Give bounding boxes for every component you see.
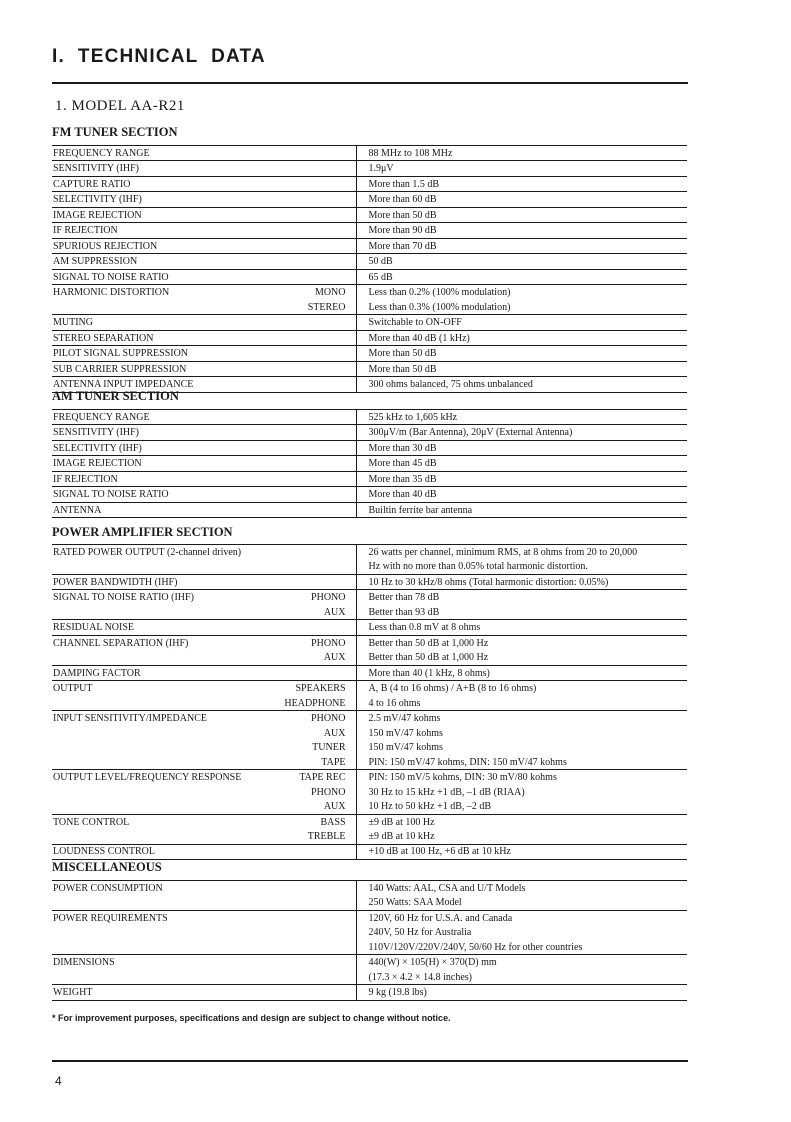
- spec-label: LOUDNESS CONTROL: [53, 846, 155, 858]
- spec-label: SELECTIVITY (IHF): [53, 442, 142, 454]
- spec-value: 10 Hz to 30 kHz/8 ohms (Total harmonic distortion: 0.05%): [356, 574, 687, 589]
- spec-label-cell: [52, 545, 356, 560]
- spec-label: AM SUPPRESSION: [53, 256, 138, 268]
- spec-label-cell: [52, 814, 356, 829]
- spec-row: [52, 590, 687, 605]
- spec-label-cell: [52, 590, 356, 605]
- spec-label: DAMPING FACTOR: [53, 667, 141, 679]
- spec-label-cell: [52, 223, 356, 238]
- spec-value: 88 MHz to 108 MHz: [356, 146, 687, 161]
- spec-label-cell: [52, 785, 356, 799]
- spec-row: [52, 471, 687, 486]
- spec-row: [52, 487, 687, 502]
- spec-value: (17.3 × 4.2 × 14.8 inches): [356, 970, 687, 985]
- spec-row: [52, 970, 687, 985]
- spec-value: 30 Hz to 15 kHz +1 dB, –1 dB (RIAA): [356, 785, 687, 799]
- spec-sublabel: AUX: [323, 606, 346, 618]
- spec-value: 2.5 mV/47 kohms: [356, 711, 687, 726]
- spec-value: More than 30 dB: [356, 440, 687, 455]
- spec-value: 50 dB: [356, 254, 687, 269]
- spec-row: [52, 161, 687, 176]
- spec-label-cell: [52, 502, 356, 517]
- spec-label-cell: [52, 471, 356, 486]
- spec-label-cell: [52, 146, 356, 161]
- spec-value: More than 60 dB: [356, 192, 687, 207]
- spec-sublabel: BASS: [320, 816, 346, 828]
- spec-label: SIGNAL TO NOISE RATIO (IHF): [53, 592, 194, 604]
- spec-value: 120V, 60 Hz for U.S.A. and Canada: [356, 910, 687, 925]
- spec-label-cell: [52, 681, 356, 696]
- spec-row: [52, 315, 687, 330]
- spec-label: SPURIOUS REJECTION: [53, 240, 158, 252]
- spec-label: WEIGHT: [53, 987, 93, 999]
- spec-row: [52, 425, 687, 440]
- spec-label-cell: [52, 711, 356, 726]
- spec-value: More than 50 dB: [356, 361, 687, 376]
- spec-row: [52, 574, 687, 589]
- spec-label-cell: [52, 269, 356, 284]
- spec-row: [52, 844, 687, 859]
- spec-label: TONE CONTROL: [53, 816, 130, 828]
- spec-sublabel: TUNER: [312, 742, 346, 754]
- spec-row: [52, 955, 687, 970]
- spec-label: SUB CARRIER SUPPRESSION: [53, 363, 187, 375]
- fm-section-title: FM TUNER SECTION: [52, 125, 178, 139]
- spec-label: IF REJECTION: [53, 225, 118, 237]
- spec-label: SELECTIVITY (IHF): [53, 194, 142, 206]
- spec-value: 10 Hz to 50 kHz +1 dB, –2 dB: [356, 799, 687, 814]
- spec-value: Less than 0.8 mV at 8 ohms: [356, 620, 687, 635]
- spec-row: [52, 726, 687, 740]
- spec-row: [52, 799, 687, 814]
- spec-label: SENSITIVITY (IHF): [53, 163, 140, 175]
- spec-label: POWER CONSUMPTION: [53, 882, 163, 894]
- power-section-title: POWER AMPLIFIER SECTION: [52, 525, 233, 539]
- spec-row: [52, 925, 687, 939]
- spec-label-cell: [52, 361, 356, 376]
- spec-value: More than 50 dB: [356, 346, 687, 361]
- misc-section-title: MISCELLANEOUS: [52, 860, 162, 874]
- spec-label-cell: [52, 410, 356, 425]
- spec-row: [52, 785, 687, 799]
- spec-label: IMAGE REJECTION: [53, 458, 142, 470]
- spec-label: RESIDUAL NOISE: [53, 622, 135, 634]
- spec-label: FREQUENCY RANGE: [53, 411, 150, 423]
- model-title: 1. MODEL AA-R21: [55, 98, 185, 114]
- spec-label-cell: [52, 940, 356, 955]
- spec-row: [52, 285, 687, 300]
- spec-value: 110V/120V/220V/240V, 50/60 Hz for other countries: [356, 940, 687, 955]
- spec-row: [52, 620, 687, 635]
- spec-label: PILOT SIGNAL SUPPRESSION: [53, 348, 189, 360]
- spec-value: Less than 0.2% (100% modulation): [356, 285, 687, 300]
- spec-row: [52, 502, 687, 517]
- spec-value: 9 kg (19.8 lbs): [356, 985, 687, 1000]
- spec-label-cell: [52, 665, 356, 680]
- spec-label-cell: [52, 620, 356, 635]
- spec-label-cell: [52, 985, 356, 1000]
- spec-label: HARMONIC DISTORTION: [53, 287, 170, 299]
- spec-sublabel: AUX: [323, 801, 346, 813]
- spec-row: [52, 605, 687, 620]
- spec-label-cell: [52, 315, 356, 330]
- spec-sublabel: PHONO: [311, 713, 346, 725]
- spec-label-cell: [52, 254, 356, 269]
- spec-row: [52, 665, 687, 680]
- spec-row: [52, 440, 687, 455]
- spec-label-cell: [52, 970, 356, 985]
- spec-row: [52, 740, 687, 754]
- spec-label-cell: [52, 829, 356, 844]
- spec-sublabel: HEADPHONE: [284, 697, 346, 709]
- spec-sublabel: STEREO: [307, 301, 346, 313]
- spec-label-cell: [52, 726, 356, 740]
- spec-value: 240V, 50 Hz for Australia: [356, 925, 687, 939]
- spec-label-cell: [52, 799, 356, 814]
- spec-value: More than 40 dB: [356, 487, 687, 502]
- spec-value: 4 to 16 ohms: [356, 696, 687, 711]
- spec-label-cell: [52, 910, 356, 925]
- spec-row: [52, 223, 687, 238]
- spec-label: OUTPUT LEVEL/FREQUENCY RESPONSE: [53, 772, 242, 784]
- footnote: * For improvement purposes, specifications and design are subject to change without notice.: [52, 1013, 451, 1023]
- spec-label: SIGNAL TO NOISE RATIO: [53, 489, 169, 501]
- spec-row: [52, 881, 687, 896]
- spec-label-cell: [52, 346, 356, 361]
- spec-sublabel: TAPE REC: [299, 772, 346, 784]
- spec-row: [52, 635, 687, 650]
- spec-label-cell: [52, 605, 356, 620]
- spec-label-cell: [52, 559, 356, 574]
- spec-label: ANTENNA: [53, 504, 102, 516]
- spec-value: PIN: 150 mV/5 kohms, DIN: 30 mV/80 kohms: [356, 770, 687, 785]
- spec-label-cell: [52, 207, 356, 222]
- spec-label-cell: [52, 425, 356, 440]
- spec-row: [52, 711, 687, 726]
- spec-sublabel: PHONO: [311, 592, 346, 604]
- spec-label-cell: [52, 330, 356, 345]
- spec-value: +10 dB at 100 Hz, +6 dB at 10 kHz: [356, 844, 687, 859]
- spec-row: [52, 300, 687, 315]
- spec-label-cell: [52, 740, 356, 754]
- spec-value: 150 mV/47 kohms: [356, 726, 687, 740]
- spec-sublabel: TAPE: [321, 756, 346, 768]
- spec-label-cell: [52, 238, 356, 253]
- spec-value: More than 40 dB (1 kHz): [356, 330, 687, 345]
- spec-label: MUTING: [53, 317, 93, 329]
- spec-sublabel: AUX: [323, 727, 346, 739]
- spec-label: INPUT SENSITIVITY/IMPEDANCE: [53, 713, 207, 725]
- spec-row: [52, 940, 687, 955]
- spec-sublabel: MONO: [314, 287, 346, 299]
- spec-label-cell: [52, 161, 356, 176]
- spec-label-cell: [52, 456, 356, 471]
- spec-value: Builtin ferrite bar antenna: [356, 502, 687, 517]
- spec-sublabel: SPEAKERS: [295, 683, 346, 695]
- spec-value: Better than 50 dB at 1,000 Hz: [356, 635, 687, 650]
- spec-row: [52, 559, 687, 574]
- spec-value: 250 Watts: SAA Model: [356, 895, 687, 910]
- spec-label-cell: [52, 635, 356, 650]
- spec-row: [52, 207, 687, 222]
- spec-sublabel: PHONO: [311, 637, 346, 649]
- spec-value: More than 40 (1 kHz, 8 ohms): [356, 665, 687, 680]
- bottom-rule: [52, 1060, 688, 1062]
- spec-label-cell: [52, 955, 356, 970]
- spec-value: Better than 78 dB: [356, 590, 687, 605]
- spec-row: [52, 238, 687, 253]
- spec-value: Better than 50 dB at 1,000 Hz: [356, 650, 687, 665]
- spec-row: [52, 755, 687, 770]
- spec-label-cell: [52, 487, 356, 502]
- spec-row: [52, 681, 687, 696]
- spec-row: [52, 650, 687, 665]
- spec-value: More than 1.5 dB: [356, 176, 687, 191]
- spec-label: SENSITIVITY (IHF): [53, 427, 140, 439]
- spec-label: STEREO SEPARATION: [53, 332, 154, 344]
- spec-value: 440(W) × 105(H) × 370(D) mm: [356, 955, 687, 970]
- spec-value: 300 ohms balanced, 75 ohms unbalanced: [356, 377, 687, 392]
- spec-value: A, B (4 to 16 ohms) / A+B (8 to 16 ohms): [356, 681, 687, 696]
- spec-label: RATED POWER OUTPUT (2-channel driven): [53, 546, 242, 558]
- spec-label-cell: [52, 300, 356, 315]
- spec-label-cell: [52, 285, 356, 300]
- spec-value: More than 45 dB: [356, 456, 687, 471]
- spec-label-cell: [52, 881, 356, 896]
- power-spec-table: [52, 544, 687, 860]
- spec-row: [52, 269, 687, 284]
- spec-label: CHANNEL SEPARATION (IHF): [53, 637, 189, 649]
- spec-row: [52, 361, 687, 376]
- spec-label: IMAGE REJECTION: [53, 209, 142, 221]
- spec-value: 150 mV/47 kohms: [356, 740, 687, 754]
- page-title: I. TECHNICAL DATA: [52, 46, 266, 67]
- spec-label-cell: [52, 440, 356, 455]
- spec-row: [52, 176, 687, 191]
- spec-value: More than 90 dB: [356, 223, 687, 238]
- spec-row: [52, 545, 687, 560]
- spec-label: DIMENSIONS: [53, 957, 115, 969]
- spec-label: OUTPUT: [53, 683, 93, 695]
- spec-row: [52, 192, 687, 207]
- top-rule: [52, 82, 688, 84]
- spec-label: POWER BANDWIDTH (IHF): [53, 576, 178, 588]
- spec-row: [52, 814, 687, 829]
- spec-label: IF REJECTION: [53, 473, 118, 485]
- spec-sublabel: AUX: [323, 652, 346, 664]
- spec-label-cell: [52, 650, 356, 665]
- spec-row: [52, 895, 687, 910]
- fm-spec-table: [52, 145, 687, 393]
- am-spec-table: [52, 409, 687, 518]
- spec-sublabel: TREBLE: [307, 831, 346, 842]
- spec-label: POWER REQUIREMENTS: [53, 912, 168, 924]
- spec-value: More than 50 dB: [356, 207, 687, 222]
- spec-value: Switchable to ON-OFF: [356, 315, 687, 330]
- spec-value: More than 70 dB: [356, 238, 687, 253]
- spec-row: [52, 254, 687, 269]
- spec-label-cell: [52, 770, 356, 785]
- spec-value: 525 kHz to 1,605 kHz: [356, 410, 687, 425]
- spec-label: ANTENNA INPUT IMPEDANCE: [53, 379, 194, 391]
- spec-row: [52, 985, 687, 1000]
- spec-value: 140 Watts: AAL, CSA and U/T Models: [356, 881, 687, 896]
- spec-row: [52, 330, 687, 345]
- spec-row: [52, 346, 687, 361]
- spec-value: Less than 0.3% (100% modulation): [356, 300, 687, 315]
- spec-row: [52, 910, 687, 925]
- spec-value: ±9 dB at 100 Hz: [356, 814, 687, 829]
- spec-label-cell: [52, 844, 356, 859]
- misc-spec-table: [52, 880, 687, 1001]
- page-number: 4: [55, 1074, 62, 1088]
- spec-row: [52, 829, 687, 844]
- spec-label-cell: [52, 755, 356, 770]
- spec-row: [52, 696, 687, 711]
- spec-row: [52, 456, 687, 471]
- spec-value: Hz with no more than 0.05% total harmonic distortion.: [356, 559, 687, 574]
- spec-label: CAPTURE RATIO: [53, 178, 131, 190]
- spec-value: More than 35 dB: [356, 471, 687, 486]
- spec-label-cell: [52, 696, 356, 711]
- spec-row: [52, 770, 687, 785]
- spec-value: Better than 93 dB: [356, 605, 687, 620]
- spec-label: FREQUENCY RANGE: [53, 147, 150, 159]
- spec-value: 1.9μV: [356, 161, 687, 176]
- spec-sublabel: PHONO: [311, 786, 346, 798]
- spec-row: [52, 410, 687, 425]
- spec-value: 65 dB: [356, 269, 687, 284]
- spec-label-cell: [52, 192, 356, 207]
- spec-value: 300μV/m (Bar Antenna), 20μV (External Antenna): [356, 425, 687, 440]
- spec-value: 26 watts per channel, minimum RMS, at 8 ohms from 20 to 20,000: [356, 545, 687, 560]
- spec-row: [52, 146, 687, 161]
- am-section-title: AM TUNER SECTION: [52, 389, 179, 403]
- spec-value: PIN: 150 mV/47 kohms, DIN: 150 mV/47 kohms: [356, 755, 687, 770]
- spec-label-cell: [52, 895, 356, 910]
- spec-label: SIGNAL TO NOISE RATIO: [53, 271, 169, 283]
- spec-label-cell: [52, 925, 356, 939]
- spec-label-cell: [52, 176, 356, 191]
- spec-label-cell: [52, 574, 356, 589]
- spec-value: ±9 dB at 10 kHz: [356, 829, 687, 844]
